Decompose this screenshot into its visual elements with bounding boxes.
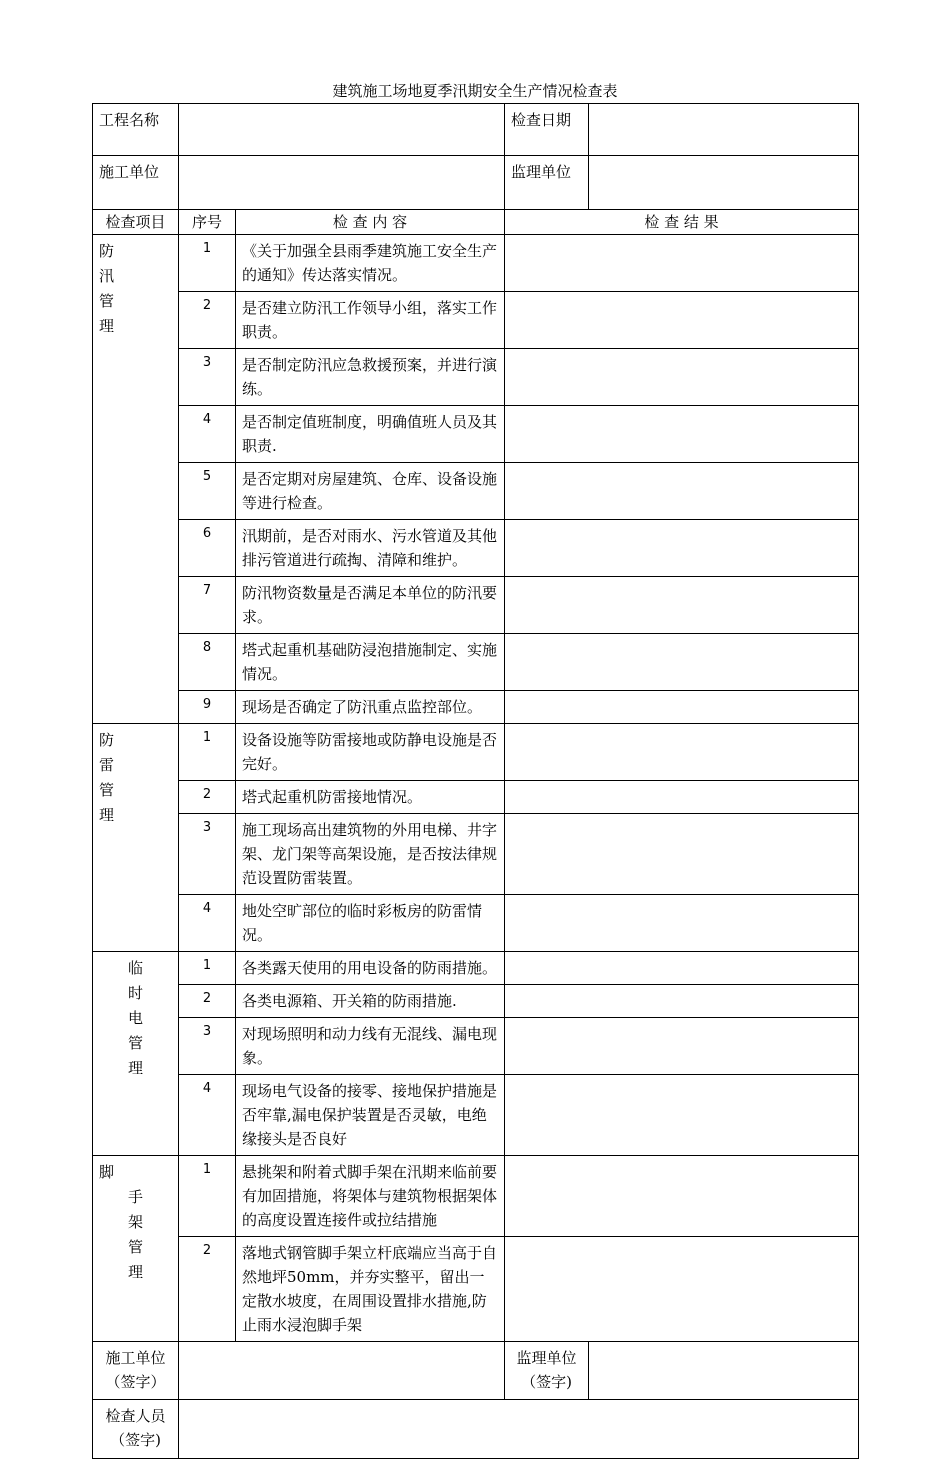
table-row	[93, 1018, 859, 1075]
row-seq: 9	[179, 691, 236, 724]
row-seq: 2	[179, 292, 236, 349]
row-content: 塔式起重机基础防浸泡措施制定、实施情况。	[236, 634, 505, 691]
row-result[interactable]	[505, 895, 859, 952]
table-row	[93, 520, 859, 577]
construction-unit-signature-label: 施工单位 （签字）	[93, 1342, 179, 1400]
table-row	[93, 1075, 859, 1156]
row-seq: 3	[179, 1018, 236, 1075]
row-result[interactable]	[505, 235, 859, 292]
table-row	[93, 781, 859, 814]
table-row	[93, 577, 859, 634]
supervision-unit-signature-field[interactable]	[589, 1342, 859, 1400]
row-content: 《关于加强全县雨季建筑施工安全生产的通知》传达落实情况。	[236, 235, 505, 292]
table-row	[93, 985, 859, 1018]
row-content: 汛期前，是否对雨水、污水管道及其他排污管道进行疏掏、清障和维护。	[236, 520, 505, 577]
table-row	[93, 634, 859, 691]
row-seq: 1	[179, 724, 236, 781]
table-row	[93, 1237, 859, 1342]
row-seq: 6	[179, 520, 236, 577]
row-result[interactable]	[505, 1018, 859, 1075]
row-content: 各类露天使用的用电设备的防雨措施。	[236, 952, 505, 985]
category-temporary-electricity: 临 时 电 管 理	[93, 952, 179, 1156]
row-content: 是否制定值班制度，明确值班人员及其职责.	[236, 406, 505, 463]
project-name-value[interactable]	[179, 104, 505, 156]
table-row	[93, 406, 859, 463]
column-header-item: 检查项目	[93, 210, 179, 235]
check-date-label: 检查日期	[505, 104, 589, 156]
row-content: 防汛物资数量是否满足本单位的防汛要求。	[236, 577, 505, 634]
row-seq: 1	[179, 235, 236, 292]
table-row	[93, 463, 859, 520]
row-seq: 2	[179, 985, 236, 1018]
row-seq: 3	[179, 349, 236, 406]
row-seq: 2	[179, 1237, 236, 1342]
row-result[interactable]	[505, 292, 859, 349]
row-result[interactable]	[505, 634, 859, 691]
row-content: 塔式起重机防雷接地情况。	[236, 781, 505, 814]
supervision-unit-value[interactable]	[589, 156, 859, 210]
row-result[interactable]	[505, 814, 859, 895]
table-row	[93, 724, 859, 781]
table-row	[93, 895, 859, 952]
row-seq: 4	[179, 1075, 236, 1156]
row-result[interactable]	[505, 781, 859, 814]
row-result[interactable]	[505, 406, 859, 463]
row-result[interactable]	[505, 463, 859, 520]
category-scaffolding: 脚 手 架 管 理	[93, 1156, 179, 1342]
construction-unit-signature-field[interactable]	[179, 1342, 505, 1400]
inspector-signature-label: 检查人员 （签字)	[93, 1400, 179, 1459]
row-result[interactable]	[505, 1156, 859, 1237]
inspection-table	[92, 103, 859, 1459]
row-seq: 1	[179, 952, 236, 985]
table-row	[93, 691, 859, 724]
row-result[interactable]	[505, 1237, 859, 1342]
row-result[interactable]	[505, 985, 859, 1018]
row-content: 是否建立防汛工作领导小组，落实工作职责。	[236, 292, 505, 349]
table-row	[93, 952, 859, 985]
supervision-unit-label: 监理单位	[505, 156, 589, 210]
column-header-content: 检 查 内 容	[236, 210, 505, 235]
row-content: 现场是否确定了防汛重点监控部位。	[236, 691, 505, 724]
row-seq: 3	[179, 814, 236, 895]
table-row	[93, 1156, 859, 1237]
row-seq: 7	[179, 577, 236, 634]
row-seq: 1	[179, 1156, 236, 1237]
row-content: 设备设施等防雷接地或防静电设施是否完好。	[236, 724, 505, 781]
row-result[interactable]	[505, 1075, 859, 1156]
project-name-label: 工程名称	[93, 104, 179, 156]
row-content: 施工现场高出建筑物的外用电梯、井字架、龙门架等高架设施，是否按法律规范设置防雷装置。	[236, 814, 505, 895]
row-seq: 4	[179, 895, 236, 952]
page-title: 建筑施工场地夏季汛期安全生产情况检查表	[332, 82, 618, 100]
row-result[interactable]	[505, 691, 859, 724]
check-date-value[interactable]	[589, 104, 859, 156]
row-content: 是否制定防汛应急救援预案，并进行演练。	[236, 349, 505, 406]
row-seq: 5	[179, 463, 236, 520]
row-result[interactable]	[505, 577, 859, 634]
row-content: 悬挑架和附着式脚手架在汛期来临前要有加固措施，将架体与建筑物根据架体的高度设置连接件或拉结措施	[236, 1156, 505, 1237]
row-content: 各类电源箱、开关箱的防雨措施.	[236, 985, 505, 1018]
category-flood-control: 防 汛 管 理	[93, 235, 179, 724]
row-content: 对现场照明和动力线有无混线、漏电现象。	[236, 1018, 505, 1075]
row-content: 是否定期对房屋建筑、仓库、设备设施等进行检查。	[236, 463, 505, 520]
category-lightning-protection: 防 雷 管 理	[93, 724, 179, 952]
column-header-result: 检 查 结 果	[505, 210, 859, 235]
row-result[interactable]	[505, 952, 859, 985]
construction-unit-label: 施工单位	[93, 156, 179, 210]
table-row	[93, 814, 859, 895]
row-seq: 2	[179, 781, 236, 814]
row-content: 现场电气设备的接零、接地保护措施是否牢靠,漏电保护装置是否灵敏，电绝缘接头是否良好	[236, 1075, 505, 1156]
row-content: 落地式钢管脚手架立杆底端应当高于自然地坪50mm，并夯实整平，留出一定散水坡度，在周围设置排水措施,防止雨水浸泡脚手架	[236, 1237, 505, 1342]
row-result[interactable]	[505, 520, 859, 577]
row-seq: 4	[179, 406, 236, 463]
row-result[interactable]	[505, 724, 859, 781]
row-result[interactable]	[505, 349, 859, 406]
inspector-signature-field[interactable]	[179, 1400, 859, 1459]
table-row	[93, 349, 859, 406]
supervision-unit-signature-label: 监理单位 （签字)	[505, 1342, 589, 1400]
column-header-seq: 序号	[179, 210, 236, 235]
table-row	[93, 292, 859, 349]
row-content: 地处空旷部位的临时彩板房的防雷情况。	[236, 895, 505, 952]
row-seq: 8	[179, 634, 236, 691]
construction-unit-value[interactable]	[179, 156, 505, 210]
table-row	[93, 235, 859, 292]
